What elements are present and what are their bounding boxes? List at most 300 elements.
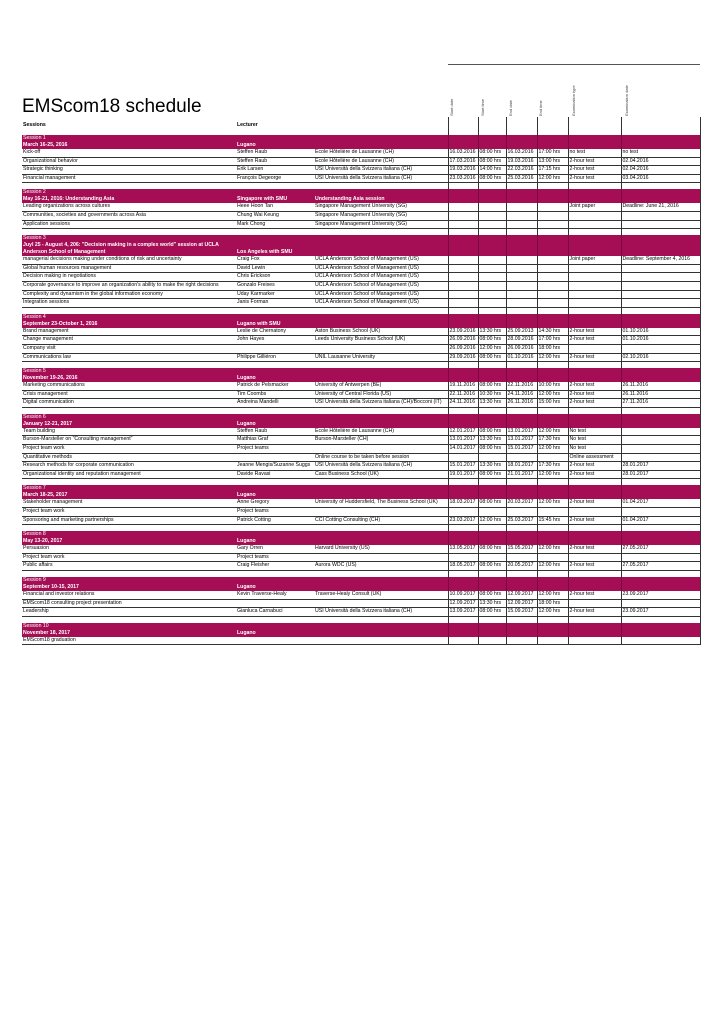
- institution-cell: Harvard University (US): [314, 545, 448, 553]
- end-date-cell: [506, 281, 537, 290]
- table-row: [22, 453, 700, 462]
- session-header-cell: [506, 531, 537, 538]
- session-header-cell: [568, 368, 621, 375]
- course-cell: Financial and investor relations: [22, 591, 236, 599]
- course-cell: Quantitative methods: [22, 453, 236, 462]
- start-time-cell: [478, 256, 506, 264]
- session-header-cell: [506, 249, 537, 256]
- course-cell: Research methods for corporate communication: [22, 462, 236, 471]
- exam-date-cell: 01.04.2017: [621, 499, 700, 507]
- start-time-cell: [478, 637, 506, 645]
- table-row: [22, 470, 700, 479]
- start-time-cell: 08:00 hrs: [478, 545, 506, 553]
- header-cell: [621, 117, 700, 129]
- session-header-cell: [448, 421, 478, 428]
- start-time-cell: [478, 264, 506, 273]
- lecturer-cell: Davide Ravasi: [236, 470, 314, 479]
- session-header-cell: [236, 485, 314, 492]
- table-row: [22, 516, 700, 525]
- institution-cell: Ecole Hôtelière de Lausanne (CH): [314, 428, 448, 436]
- session-header-cell: [621, 414, 700, 421]
- end-date-cell: 01.10.2016: [506, 353, 537, 362]
- table-row: [22, 211, 700, 220]
- session-header-cell: January 12-21, 2017: [22, 421, 236, 428]
- start-date-cell: [448, 281, 478, 290]
- session-header-cell: [448, 375, 478, 382]
- session-header-cell: [568, 492, 621, 499]
- session-header-row: [22, 421, 700, 428]
- session-header-cell: Lugano: [236, 375, 314, 382]
- course-cell: Change management: [22, 336, 236, 345]
- session-header-cell: [314, 135, 448, 142]
- exam-type-cell: 2-hour test: [568, 353, 621, 362]
- institution-cell: University of Antwerpen (BE): [314, 382, 448, 390]
- institution-cell: UCLA Anderson School of Management (US): [314, 290, 448, 299]
- session-header-cell: [537, 375, 568, 382]
- session-header-cell: [621, 623, 700, 630]
- col-exam-date-header: Examination date: [624, 85, 629, 116]
- session-header-cell: [537, 421, 568, 428]
- session-header-cell: [506, 368, 537, 375]
- course-cell: Project team work: [22, 508, 236, 517]
- end-time-cell: [537, 281, 568, 290]
- lecturer-cell: John Hayes: [236, 336, 314, 345]
- table-row: [22, 149, 700, 157]
- exam-type-cell: 2-hour test: [568, 390, 621, 399]
- session-header-cell: [448, 235, 478, 242]
- start-time-cell: 12:00 hrs: [478, 516, 506, 525]
- exam-date-cell: 26.11.2016: [621, 390, 700, 399]
- exam-type-cell: 2-hour test: [568, 545, 621, 553]
- session-header-cell: [448, 630, 478, 637]
- session-header-cell: [314, 492, 448, 499]
- exam-type-cell: [568, 281, 621, 290]
- session-header-row: [22, 630, 700, 637]
- lecturer-cell: Patrick Cotting: [236, 516, 314, 525]
- start-date-cell: 22.11.2016: [448, 390, 478, 399]
- session-header-cell: [478, 196, 506, 203]
- session-header-cell: [537, 623, 568, 630]
- session-header-cell: [314, 623, 448, 630]
- institution-cell: UCLA Anderson School of Management (US): [314, 264, 448, 273]
- session-header-cell: [537, 314, 568, 321]
- session-header-cell: [568, 142, 621, 149]
- start-time-cell: 08:00 hrs: [478, 499, 506, 507]
- session-header-cell: [537, 414, 568, 421]
- start-time-cell: [478, 211, 506, 220]
- table-row: [22, 436, 700, 445]
- start-date-cell: 23.03.2016: [448, 174, 478, 183]
- exam-type-cell: 2-hour test: [568, 174, 621, 183]
- session-header-cell: [448, 242, 478, 249]
- course-cell: Persuasion: [22, 545, 236, 553]
- session-header-row: [22, 249, 700, 256]
- session-header-cell: [621, 584, 700, 591]
- table-row: [22, 545, 700, 553]
- institution-cell: Aurora WDC (US): [314, 562, 448, 571]
- course-cell: Complexity and dynamism in the global information economy: [22, 290, 236, 299]
- exam-date-cell: no test: [621, 149, 700, 157]
- end-date-cell: 22.03.2016: [506, 166, 537, 175]
- course-cell: Stakeholder management: [22, 499, 236, 507]
- institution-cell: Burson-Marsteller (CH): [314, 436, 448, 445]
- end-date-cell: [506, 256, 537, 264]
- start-date-cell: [448, 220, 478, 229]
- lecturer-cell: Craig Fleisher: [236, 562, 314, 571]
- course-cell: Communications law: [22, 353, 236, 362]
- lecturer-cell: Project teams: [236, 445, 314, 454]
- end-date-cell: 26.11.2016: [506, 399, 537, 408]
- exam-type-cell: Online assessment: [568, 453, 621, 462]
- session-header-cell: [448, 249, 478, 256]
- session-header-cell: [621, 538, 700, 545]
- session-header-cell: [537, 368, 568, 375]
- start-time-cell: 08:00 hrs: [478, 470, 506, 479]
- course-cell: EMScom18 consulting project presentation: [22, 599, 236, 608]
- lecturer-cell: Kevin Traverse-Healy: [236, 591, 314, 599]
- session-header-cell: [537, 485, 568, 492]
- session-header-cell: [478, 189, 506, 196]
- session-header-cell: [506, 189, 537, 196]
- institution-cell: Ecole Hôtelière de Lausanne (CH): [314, 157, 448, 166]
- header-cell: [506, 117, 537, 129]
- end-time-cell: 12:00 hrs: [537, 445, 568, 454]
- course-cell: Team building: [22, 428, 236, 436]
- header-cell: Sessions: [23, 122, 46, 128]
- start-time-cell: 13:30 hrs: [478, 328, 506, 336]
- session-header-cell: [537, 630, 568, 637]
- start-time-cell: 08:00 hrs: [478, 608, 506, 617]
- exam-type-cell: Joint paper: [568, 256, 621, 264]
- lecturer-cell: François Degeorge: [236, 174, 314, 183]
- start-time-cell: [478, 508, 506, 517]
- lecturer-cell: Mark Chong: [236, 220, 314, 229]
- course-cell: Leading organizations across cultures: [22, 203, 236, 211]
- table-row: [22, 462, 700, 471]
- institution-cell: Singapore Management University (SG): [314, 211, 448, 220]
- end-time-cell: 17:15 hrs: [537, 166, 568, 175]
- start-time-cell: 08:00 hrs: [478, 149, 506, 157]
- exam-type-cell: Joint paper: [568, 203, 621, 211]
- session-header-cell: [537, 135, 568, 142]
- end-time-cell: [537, 637, 568, 645]
- institution-cell: Leeds University Business School (UK): [314, 336, 448, 345]
- session-header-cell: March 16-25, 2016: [22, 142, 236, 149]
- course-cell: Public affairs: [22, 562, 236, 571]
- session-header-cell: [236, 623, 314, 630]
- exam-date-cell: [621, 508, 700, 517]
- header-row: [22, 117, 700, 129]
- end-date-cell: [506, 273, 537, 282]
- session-header-cell: Session 9: [22, 577, 236, 584]
- col-start-date-header: Start date: [449, 98, 454, 116]
- end-time-cell: 12:00 hrs: [537, 428, 568, 436]
- session-header-row: [22, 235, 700, 242]
- start-time-cell: 08:00 hrs: [478, 382, 506, 390]
- start-time-cell: [478, 203, 506, 211]
- end-date-cell: [506, 299, 537, 308]
- lecturer-cell: Uday Karmarker: [236, 290, 314, 299]
- institution-cell: [314, 599, 448, 608]
- end-date-cell: 25.09.2013: [506, 328, 537, 336]
- table-row: [22, 399, 700, 408]
- start-date-cell: 23.03.2017: [448, 516, 478, 525]
- session-header-cell: [236, 314, 314, 321]
- end-time-cell: [537, 553, 568, 562]
- session-header-cell: [236, 135, 314, 142]
- exam-date-cell: [621, 599, 700, 608]
- table-row: [22, 553, 700, 562]
- session-header-cell: [506, 577, 537, 584]
- exam-date-cell: [621, 637, 700, 645]
- session-header-cell: Session 10: [22, 623, 236, 630]
- lecturer-cell: Andreina Mandelli: [236, 399, 314, 408]
- session-header-cell: [506, 414, 537, 421]
- exam-date-cell: 27.05.2017: [621, 545, 700, 553]
- session-header-cell: [621, 314, 700, 321]
- session-header-cell: [506, 242, 537, 249]
- end-date-cell: [506, 508, 537, 517]
- end-date-cell: 15.01.2017: [506, 445, 537, 454]
- start-date-cell: 16.03.2016: [448, 149, 478, 157]
- header-cell: [568, 117, 621, 129]
- session-header-row: [22, 321, 700, 328]
- course-cell: Marketing communications: [22, 382, 236, 390]
- session-header-cell: [314, 249, 448, 256]
- table-row: [22, 264, 700, 273]
- header-cell: [478, 117, 506, 129]
- session-header-cell: [506, 196, 537, 203]
- session-header-cell: [506, 135, 537, 142]
- course-cell: Company visit: [22, 344, 236, 353]
- session-header-cell: [478, 321, 506, 328]
- lecturer-cell: [236, 637, 314, 645]
- exam-date-cell: [621, 290, 700, 299]
- session-header-cell: [314, 235, 448, 242]
- session-header-cell: [448, 135, 478, 142]
- page-title: EMScom18 schedule: [22, 96, 202, 117]
- start-date-cell: [448, 256, 478, 264]
- exam-type-cell: [568, 220, 621, 229]
- end-date-cell: 26.09.2016: [506, 344, 537, 353]
- institution-cell: [314, 508, 448, 517]
- end-time-cell: 15:00 hrs: [537, 399, 568, 408]
- session-header-cell: [448, 368, 478, 375]
- session-header-cell: [506, 375, 537, 382]
- exam-type-cell: [568, 508, 621, 517]
- start-time-cell: 13:30 hrs: [478, 462, 506, 471]
- exam-date-cell: Deadline: June 21, 2016: [621, 203, 700, 211]
- session-header-cell: [506, 235, 537, 242]
- course-cell: Global human resources management: [22, 264, 236, 273]
- end-date-cell: 18.01.2017: [506, 462, 537, 471]
- end-date-cell: 25.03.2016: [506, 174, 537, 183]
- session-header-row: [22, 142, 700, 149]
- session-header-cell: Understanding Asia session: [314, 196, 448, 203]
- exam-type-cell: [568, 637, 621, 645]
- col-end-time-header: End time: [538, 100, 543, 116]
- session-header-row: [22, 584, 700, 591]
- institution-cell: USI Università della Svizzera italiana (CH)/Bocconi (IT): [314, 399, 448, 408]
- session-header-row: [22, 196, 700, 203]
- session-header-cell: [478, 531, 506, 538]
- col-exam-type-header: Examination type: [571, 85, 576, 116]
- start-time-cell: [478, 273, 506, 282]
- exam-type-cell: [568, 344, 621, 353]
- course-cell: Communities, societies and governments across Asia: [22, 211, 236, 220]
- lecturer-cell: Steffen Raub: [236, 157, 314, 166]
- lecturer-cell: Matthias Graf: [236, 436, 314, 445]
- end-time-cell: [537, 453, 568, 462]
- session-header-cell: [568, 321, 621, 328]
- exam-date-cell: 01.10.2016: [621, 328, 700, 336]
- table-row: [22, 445, 700, 454]
- exam-type-cell: [568, 599, 621, 608]
- lecturer-cell: Leslie de Chernatony: [236, 328, 314, 336]
- institution-cell: Ecole Hôtelière de Lausanne (CH): [314, 149, 448, 157]
- session-header-cell: [236, 577, 314, 584]
- exam-date-cell: 02.10.2016: [621, 353, 700, 362]
- course-cell: Crisis management: [22, 390, 236, 399]
- exam-date-cell: Deadline: September 4, 2016: [621, 256, 700, 264]
- start-time-cell: [478, 553, 506, 562]
- course-cell: Leadership: [22, 608, 236, 617]
- lecturer-cell: [236, 344, 314, 353]
- session-header-cell: Session 1: [22, 135, 236, 142]
- session-header-cell: November 19-26, 2016: [22, 375, 236, 382]
- session-header-cell: [621, 421, 700, 428]
- session-header-cell: [314, 421, 448, 428]
- lecturer-cell: Heee Hoon Tan: [236, 203, 314, 211]
- exam-date-cell: 27.11.2016: [621, 399, 700, 408]
- session-header-row: [22, 414, 700, 421]
- session-header-cell: Lugano: [236, 584, 314, 591]
- session-header-cell: [478, 630, 506, 637]
- session-header-cell: [236, 242, 314, 249]
- table-row: [22, 390, 700, 399]
- end-time-cell: 12:00 hrs: [537, 390, 568, 399]
- exam-type-cell: 2-hour test: [568, 608, 621, 617]
- session-header-cell: [621, 492, 700, 499]
- start-time-cell: 10:30 hrs: [478, 390, 506, 399]
- start-date-cell: 29.09.2016: [448, 353, 478, 362]
- institution-cell: University of Central Florida (US): [314, 390, 448, 399]
- session-header-cell: [506, 321, 537, 328]
- start-date-cell: [448, 637, 478, 645]
- session-header-cell: [478, 242, 506, 249]
- end-date-cell: 15.05.2017: [506, 545, 537, 553]
- session-header-cell: [478, 485, 506, 492]
- session-header-cell: Session 7: [22, 485, 236, 492]
- institution-cell: USI Università della Svizzera italiana (CH): [314, 174, 448, 183]
- table-row: [22, 328, 700, 336]
- end-time-cell: 17:00 hrs: [537, 336, 568, 345]
- session-header-cell: [537, 189, 568, 196]
- session-header-cell: [506, 630, 537, 637]
- session-header-cell: Lugano: [236, 630, 314, 637]
- session-header-cell: [506, 538, 537, 545]
- end-time-cell: [537, 290, 568, 299]
- start-date-cell: 13.09.2017: [448, 608, 478, 617]
- session-header-cell: [621, 196, 700, 203]
- session-header-cell: [448, 414, 478, 421]
- start-date-cell: 14.01.2017: [448, 445, 478, 454]
- exam-type-cell: 2-hour test: [568, 499, 621, 507]
- session-header-cell: [236, 189, 314, 196]
- exam-type-cell: 2-hour test: [568, 328, 621, 336]
- start-date-cell: 23.09.2016: [448, 328, 478, 336]
- session-header-cell: Lugano with SMU: [236, 321, 314, 328]
- table-row: [22, 157, 700, 166]
- session-header-cell: [478, 142, 506, 149]
- exam-type-cell: 2-hour test: [568, 516, 621, 525]
- session-header-cell: [448, 189, 478, 196]
- lecturer-cell: Project teams: [236, 553, 314, 562]
- session-header-cell: [506, 421, 537, 428]
- end-time-cell: 17:30 hrs: [537, 462, 568, 471]
- session-header-cell: [236, 531, 314, 538]
- session-header-cell: [314, 375, 448, 382]
- end-time-cell: 12:00 hrs: [537, 470, 568, 479]
- lecturer-cell: Philippe Gilliéron: [236, 353, 314, 362]
- session-header-cell: [448, 538, 478, 545]
- table-row: [22, 562, 700, 571]
- start-time-cell: 08:00 hrs: [478, 174, 506, 183]
- session-header-cell: [621, 135, 700, 142]
- session-header-cell: [478, 414, 506, 421]
- session-header-cell: [537, 321, 568, 328]
- course-cell: Digital communication: [22, 399, 236, 408]
- exam-date-cell: [621, 445, 700, 454]
- exam-type-cell: no test: [568, 149, 621, 157]
- end-date-cell: 24.11.2016: [506, 390, 537, 399]
- lecturer-cell: Jeanne Mengis/Suzanne Suggs: [236, 462, 314, 471]
- session-header-cell: [568, 375, 621, 382]
- end-time-cell: [537, 273, 568, 282]
- session-header-cell: [621, 242, 700, 249]
- session-header-cell: Lugano: [236, 538, 314, 545]
- end-date-cell: 12.09.2017: [506, 591, 537, 599]
- lecturer-cell: Janis Forman: [236, 299, 314, 308]
- course-cell: Organizational identity and reputation management: [22, 470, 236, 479]
- exam-type-cell: 2-hour test: [568, 462, 621, 471]
- start-date-cell: [448, 211, 478, 220]
- session-header-cell: [478, 577, 506, 584]
- start-time-cell: [478, 299, 506, 308]
- start-date-cell: 26.09.2016: [448, 336, 478, 345]
- end-date-cell: 12.09.2017: [506, 599, 537, 608]
- table-row: [22, 174, 700, 183]
- course-cell: Burson-Marsteller on "Consulting management": [22, 436, 236, 445]
- session-header-cell: November 18, 2017: [22, 630, 236, 637]
- table-row: [22, 166, 700, 175]
- start-date-cell: [448, 453, 478, 462]
- session-header-cell: [568, 196, 621, 203]
- session-header-cell: [314, 414, 448, 421]
- end-date-cell: [506, 264, 537, 273]
- end-time-cell: 12:00 hrs: [537, 545, 568, 553]
- session-header-cell: September 10-15, 2017: [22, 584, 236, 591]
- exam-type-cell: 2-hour test: [568, 336, 621, 345]
- session-header-cell: [478, 368, 506, 375]
- institution-cell: CCI Cotting Consulting (CH): [314, 516, 448, 525]
- session-header-cell: Los Angeles with SMU: [236, 249, 314, 256]
- start-date-cell: [448, 273, 478, 282]
- col-start-time-header: Start time: [480, 98, 485, 116]
- session-header-cell: [448, 531, 478, 538]
- institution-cell: Aston Business School (UK): [314, 328, 448, 336]
- session-header-cell: [506, 584, 537, 591]
